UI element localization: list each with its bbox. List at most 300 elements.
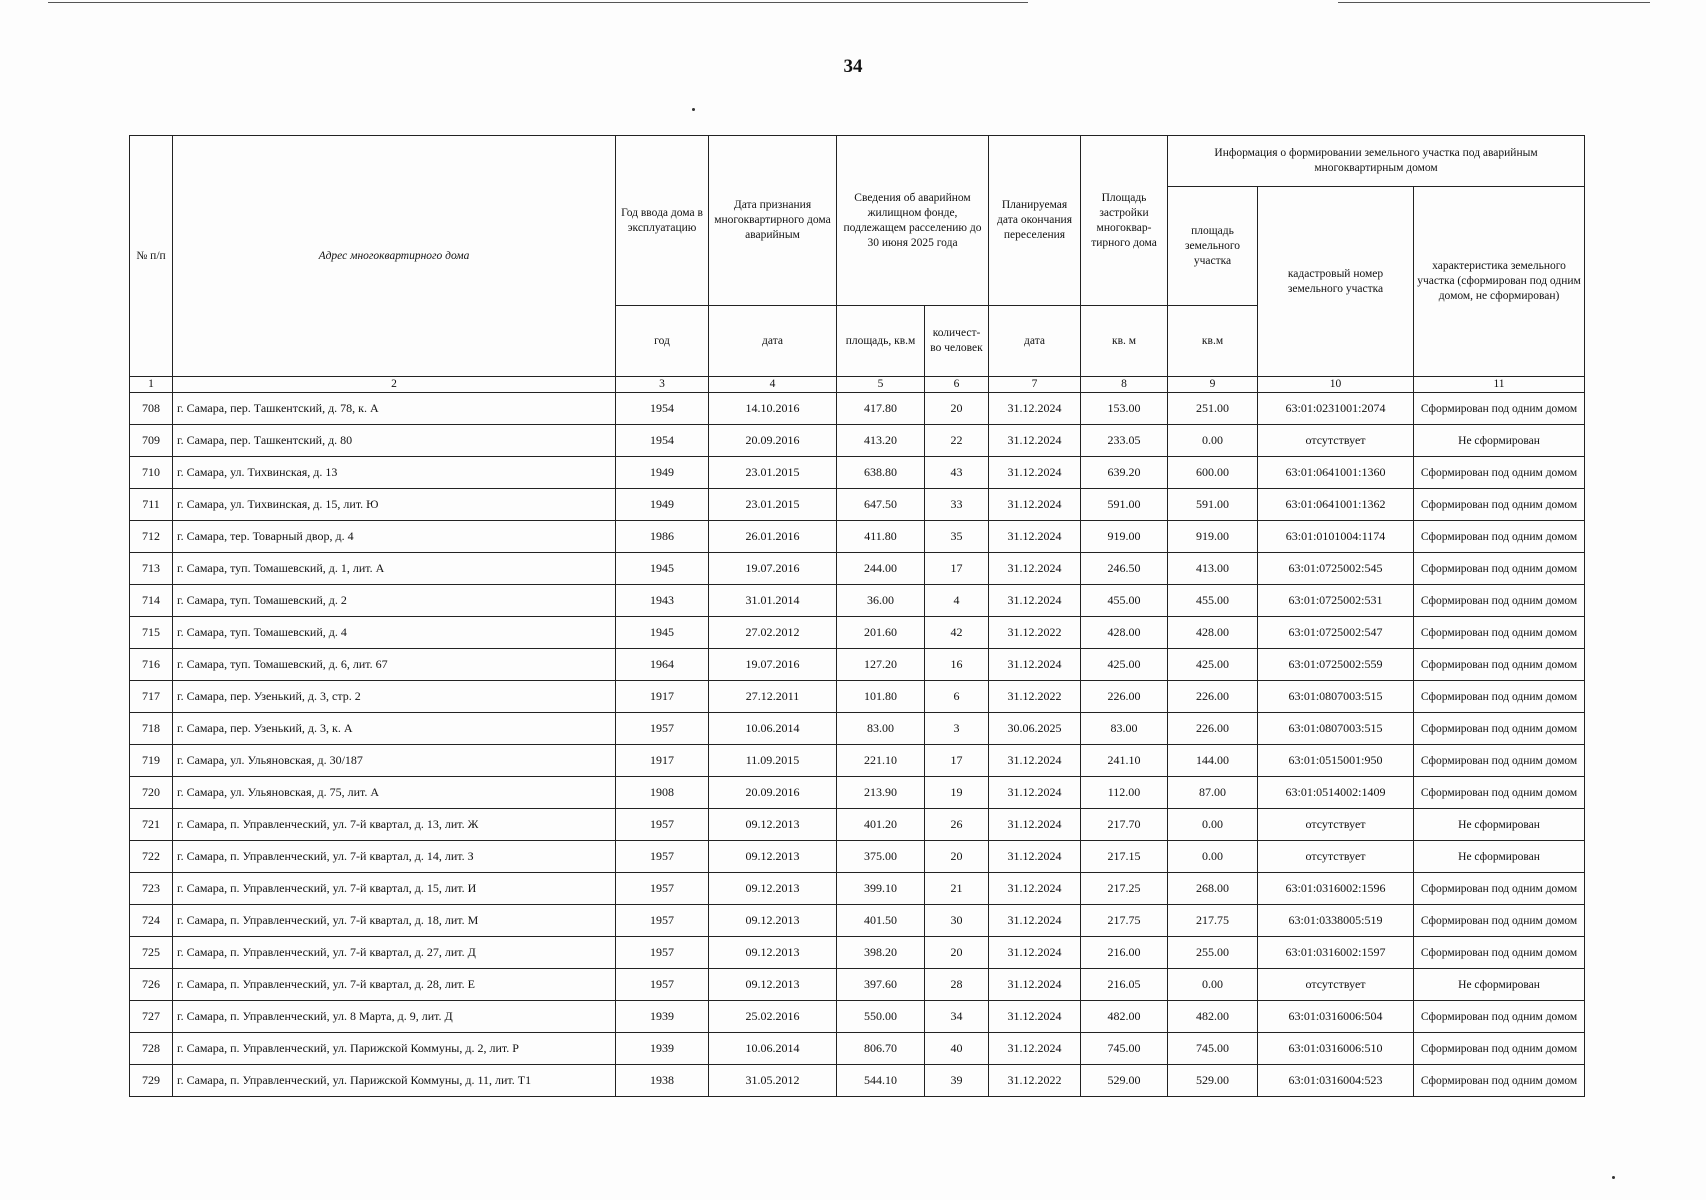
cell-people-count: 42 xyxy=(925,617,989,649)
unit-date: дата xyxy=(709,306,837,377)
table-row xyxy=(130,617,1585,649)
unit-year: год xyxy=(616,306,709,377)
cell-housing-area: 244.00 xyxy=(837,553,925,585)
cell-people-count: 20 xyxy=(925,937,989,969)
cell-recognition-date: 09.12.2013 xyxy=(709,841,837,873)
cell-row-num: 718 xyxy=(130,713,173,745)
cell-planned-date: 31.12.2024 xyxy=(989,489,1081,521)
cell-building-area: 233.05 xyxy=(1081,425,1168,457)
cell-people-count: 35 xyxy=(925,521,989,553)
cell-housing-area: 213.90 xyxy=(837,777,925,809)
emergency-housing-table xyxy=(129,135,1585,1097)
cell-recognition-date: 20.09.2016 xyxy=(709,425,837,457)
cell-housing-area: 399.10 xyxy=(837,873,925,905)
cell-cadastral-number: 63:01:0725002:559 xyxy=(1258,649,1414,681)
column-number: 8 xyxy=(1081,377,1168,393)
cell-year: 1957 xyxy=(616,905,709,937)
cell-planned-date: 31.12.2024 xyxy=(989,905,1081,937)
table-row xyxy=(130,521,1585,553)
cell-planned-date: 31.12.2024 xyxy=(989,393,1081,425)
cell-land-status: Сформирован под одним домом xyxy=(1414,1065,1585,1097)
table-row xyxy=(130,649,1585,681)
cell-cadastral-number: 63:01:0316004:523 xyxy=(1258,1065,1414,1097)
cell-people-count: 19 xyxy=(925,777,989,809)
cell-land-area: 529.00 xyxy=(1168,1065,1258,1097)
cell-building-area: 529.00 xyxy=(1081,1065,1168,1097)
cell-year: 1954 xyxy=(616,393,709,425)
cell-people-count: 6 xyxy=(925,681,989,713)
cell-land-area: 226.00 xyxy=(1168,713,1258,745)
cell-building-area: 217.75 xyxy=(1081,905,1168,937)
cell-year: 1908 xyxy=(616,777,709,809)
cell-land-status: Сформирован под одним домом xyxy=(1414,649,1585,681)
cell-land-area: 0.00 xyxy=(1168,809,1258,841)
cell-row-num: 720 xyxy=(130,777,173,809)
table-row xyxy=(130,873,1585,905)
cell-address: г. Самара, пер. Ташкентский, д. 78, к. А xyxy=(173,393,616,425)
cell-row-num: 717 xyxy=(130,681,173,713)
table-row xyxy=(130,905,1585,937)
header-land-info: Информация о формировании земельного участка под аварийным многоквартирным домом xyxy=(1168,136,1585,187)
cell-row-num: 712 xyxy=(130,521,173,553)
column-number: 7 xyxy=(989,377,1081,393)
column-number: 2 xyxy=(173,377,616,393)
cell-land-status: Сформирован под одним домом xyxy=(1414,777,1585,809)
cell-cadastral-number: 63:01:0807003:515 xyxy=(1258,681,1414,713)
cell-building-area: 455.00 xyxy=(1081,585,1168,617)
cell-land-status: Не сформирован xyxy=(1414,425,1585,457)
cell-recognition-date: 09.12.2013 xyxy=(709,905,837,937)
cell-recognition-date: 31.05.2012 xyxy=(709,1065,837,1097)
cell-building-area: 216.05 xyxy=(1081,969,1168,1001)
cell-land-area: 455.00 xyxy=(1168,585,1258,617)
cell-land-status: Сформирован под одним домом xyxy=(1414,585,1585,617)
table-row xyxy=(130,1001,1585,1033)
cell-land-status: Сформирован под одним домом xyxy=(1414,713,1585,745)
cell-recognition-date: 09.12.2013 xyxy=(709,937,837,969)
cell-land-area: 226.00 xyxy=(1168,681,1258,713)
cell-building-area: 217.25 xyxy=(1081,873,1168,905)
cell-address: г. Самара, пер. Узенький, д. 3, стр. 2 xyxy=(173,681,616,713)
cell-housing-area: 806.70 xyxy=(837,1033,925,1065)
column-number: 10 xyxy=(1258,377,1414,393)
cell-people-count: 3 xyxy=(925,713,989,745)
cell-people-count: 20 xyxy=(925,393,989,425)
cell-row-num: 711 xyxy=(130,489,173,521)
cell-recognition-date: 19.07.2016 xyxy=(709,649,837,681)
unit-planned-date: дата xyxy=(989,306,1081,377)
cell-land-status: Сформирован под одним домом xyxy=(1414,457,1585,489)
table-row xyxy=(130,713,1585,745)
cell-land-status: Сформирован под одним домом xyxy=(1414,521,1585,553)
cell-land-status: Сформирован под одним домом xyxy=(1414,553,1585,585)
cell-year: 1939 xyxy=(616,1001,709,1033)
cell-people-count: 17 xyxy=(925,745,989,777)
cell-year: 1945 xyxy=(616,553,709,585)
table-body xyxy=(130,393,1585,1097)
table-row xyxy=(130,809,1585,841)
cell-planned-date: 31.12.2024 xyxy=(989,841,1081,873)
header-planned-date: Планируемая дата окончания переселения xyxy=(989,136,1081,306)
cell-address: г. Самара, п. Управленческий, ул. 7-й квартал, д. 14, лит. З xyxy=(173,841,616,873)
cell-row-num: 710 xyxy=(130,457,173,489)
column-number: 6 xyxy=(925,377,989,393)
cell-year: 1945 xyxy=(616,617,709,649)
cell-year: 1917 xyxy=(616,681,709,713)
cell-row-num: 724 xyxy=(130,905,173,937)
header-address: Адрес многоквартирного дома xyxy=(173,136,616,377)
table-row xyxy=(130,841,1585,873)
cell-building-area: 226.00 xyxy=(1081,681,1168,713)
cell-people-count: 40 xyxy=(925,1033,989,1065)
cell-address: г. Самара, пер. Ташкентский, д. 80 xyxy=(173,425,616,457)
cell-address: г. Самара, туп. Томашевский, д. 2 xyxy=(173,585,616,617)
cell-year: 1917 xyxy=(616,745,709,777)
cell-row-num: 729 xyxy=(130,1065,173,1097)
cell-land-area: 482.00 xyxy=(1168,1001,1258,1033)
cell-cadastral-number: отсутствует xyxy=(1258,969,1414,1001)
cell-land-status: Сформирован под одним домом xyxy=(1414,1001,1585,1033)
cell-housing-area: 411.80 xyxy=(837,521,925,553)
cell-cadastral-number: отсутствует xyxy=(1258,841,1414,873)
cell-recognition-date: 09.12.2013 xyxy=(709,873,837,905)
cell-land-area: 0.00 xyxy=(1168,969,1258,1001)
cell-row-num: 709 xyxy=(130,425,173,457)
cell-recognition-date: 14.10.2016 xyxy=(709,393,837,425)
cell-address: г. Самара, п. Управленческий, ул. 8 Марта, д. 9, лит. Д xyxy=(173,1001,616,1033)
cell-year: 1954 xyxy=(616,425,709,457)
scan-edge-line xyxy=(48,2,1028,3)
column-number: 1 xyxy=(130,377,173,393)
cell-land-area: 144.00 xyxy=(1168,745,1258,777)
cell-housing-area: 401.50 xyxy=(837,905,925,937)
unit-people: количест-во человек xyxy=(925,306,989,377)
table-row xyxy=(130,937,1585,969)
header-land-characteristic: характеристика земельного участка (сформирован под одним домом, не сформирован) xyxy=(1414,187,1585,377)
cell-housing-area: 638.80 xyxy=(837,457,925,489)
cell-land-area: 87.00 xyxy=(1168,777,1258,809)
cell-address: г. Самара, п. Управленческий, ул. 7-й квартал, д. 28, лит. Е xyxy=(173,969,616,1001)
cell-address: г. Самара, п. Управленческий, ул. 7-й квартал, д. 13, лит. Ж xyxy=(173,809,616,841)
cell-year: 1957 xyxy=(616,937,709,969)
cell-people-count: 22 xyxy=(925,425,989,457)
cell-planned-date: 31.12.2024 xyxy=(989,425,1081,457)
cell-planned-date: 31.12.2024 xyxy=(989,969,1081,1001)
cell-people-count: 39 xyxy=(925,1065,989,1097)
cell-building-area: 217.15 xyxy=(1081,841,1168,873)
table-row xyxy=(130,489,1585,521)
cell-year: 1957 xyxy=(616,873,709,905)
cell-housing-area: 550.00 xyxy=(837,1001,925,1033)
cell-housing-area: 401.20 xyxy=(837,809,925,841)
cell-address: г. Самара, п. Управленческий, ул. 7-й квартал, д. 15, лит. И xyxy=(173,873,616,905)
cell-land-status: Не сформирован xyxy=(1414,841,1585,873)
cell-row-num: 713 xyxy=(130,553,173,585)
table-row xyxy=(130,777,1585,809)
cell-housing-area: 413.20 xyxy=(837,425,925,457)
cell-people-count: 30 xyxy=(925,905,989,937)
cell-building-area: 745.00 xyxy=(1081,1033,1168,1065)
header-year-commission: Год ввода дома в эксплуатацию xyxy=(616,136,709,306)
cell-building-area: 591.00 xyxy=(1081,489,1168,521)
scan-edge-line xyxy=(1338,2,1650,3)
cell-address: г. Самара, ул. Ульяновская, д. 75, лит. А xyxy=(173,777,616,809)
cell-planned-date: 30.06.2025 xyxy=(989,713,1081,745)
column-number: 4 xyxy=(709,377,837,393)
cell-land-status: Сформирован под одним домом xyxy=(1414,393,1585,425)
cell-housing-area: 397.60 xyxy=(837,969,925,1001)
cell-cadastral-number: 63:01:0641001:1360 xyxy=(1258,457,1414,489)
column-number: 9 xyxy=(1168,377,1258,393)
unit-area: площадь, кв.м xyxy=(837,306,925,377)
cell-year: 1949 xyxy=(616,457,709,489)
header-num: № п/п xyxy=(130,136,173,377)
cell-address: г. Самара, пер. Узенький, д. 3, к. А xyxy=(173,713,616,745)
header-cadastral: кадастровый номер земельного участка xyxy=(1258,187,1414,377)
cell-planned-date: 31.12.2024 xyxy=(989,937,1081,969)
unit-land-area: кв.м xyxy=(1168,306,1258,377)
cell-building-area: 216.00 xyxy=(1081,937,1168,969)
cell-address: г. Самара, туп. Томашевский, д. 4 xyxy=(173,617,616,649)
header-housing-info: Сведения об аварийном жилищном фонде, подлежащем расселению до 30 июня 2025 года xyxy=(837,136,989,306)
cell-land-area: 428.00 xyxy=(1168,617,1258,649)
cell-land-status: Не сформирован xyxy=(1414,809,1585,841)
cell-building-area: 217.70 xyxy=(1081,809,1168,841)
cell-planned-date: 31.12.2024 xyxy=(989,809,1081,841)
cell-housing-area: 101.80 xyxy=(837,681,925,713)
cell-address: г. Самара, п. Управленческий, ул. Парижской Коммуны, д. 11, лит. Т1 xyxy=(173,1065,616,1097)
cell-land-status: Сформирован под одним домом xyxy=(1414,489,1585,521)
cell-cadastral-number: 63:01:0515001:950 xyxy=(1258,745,1414,777)
column-number: 5 xyxy=(837,377,925,393)
cell-planned-date: 31.12.2024 xyxy=(989,585,1081,617)
cell-land-area: 251.00 xyxy=(1168,393,1258,425)
cell-land-status: Сформирован под одним домом xyxy=(1414,937,1585,969)
cell-people-count: 4 xyxy=(925,585,989,617)
cell-recognition-date: 31.01.2014 xyxy=(709,585,837,617)
unit-building-area: кв. м xyxy=(1081,306,1168,377)
cell-building-area: 241.10 xyxy=(1081,745,1168,777)
cell-row-num: 715 xyxy=(130,617,173,649)
table-row xyxy=(130,425,1585,457)
cell-row-num: 723 xyxy=(130,873,173,905)
cell-land-area: 919.00 xyxy=(1168,521,1258,553)
cell-row-num: 725 xyxy=(130,937,173,969)
cell-recognition-date: 11.09.2015 xyxy=(709,745,837,777)
cell-building-area: 482.00 xyxy=(1081,1001,1168,1033)
cell-land-area: 255.00 xyxy=(1168,937,1258,969)
cell-land-area: 0.00 xyxy=(1168,841,1258,873)
cell-planned-date: 31.12.2022 xyxy=(989,681,1081,713)
cell-housing-area: 83.00 xyxy=(837,713,925,745)
cell-cadastral-number: 63:01:0641001:1362 xyxy=(1258,489,1414,521)
cell-address: г. Самара, п. Управленческий, ул. 7-й квартал, д. 18, лит. М xyxy=(173,905,616,937)
cell-housing-area: 221.10 xyxy=(837,745,925,777)
cell-address: г. Самара, ул. Тихвинская, д. 13 xyxy=(173,457,616,489)
cell-row-num: 716 xyxy=(130,649,173,681)
cell-recognition-date: 25.02.2016 xyxy=(709,1001,837,1033)
table-row xyxy=(130,1033,1585,1065)
cell-address: г. Самара, ул. Ульяновская, д. 30/187 xyxy=(173,745,616,777)
cell-planned-date: 31.12.2024 xyxy=(989,1033,1081,1065)
cell-cadastral-number: 63:01:0316006:504 xyxy=(1258,1001,1414,1033)
cell-building-area: 153.00 xyxy=(1081,393,1168,425)
cell-planned-date: 31.12.2024 xyxy=(989,521,1081,553)
cell-year: 1957 xyxy=(616,841,709,873)
cell-planned-date: 31.12.2024 xyxy=(989,745,1081,777)
cell-year: 1957 xyxy=(616,809,709,841)
cell-housing-area: 201.60 xyxy=(837,617,925,649)
cell-year: 1964 xyxy=(616,649,709,681)
cell-planned-date: 31.12.2024 xyxy=(989,553,1081,585)
cell-building-area: 83.00 xyxy=(1081,713,1168,745)
scan-speck xyxy=(1612,1176,1615,1179)
cell-land-status: Сформирован под одним домом xyxy=(1414,617,1585,649)
cell-land-area: 745.00 xyxy=(1168,1033,1258,1065)
cell-cadastral-number: 63:01:0101004:1174 xyxy=(1258,521,1414,553)
cell-land-status: Сформирован под одним домом xyxy=(1414,745,1585,777)
table-row xyxy=(130,457,1585,489)
cell-planned-date: 31.12.2022 xyxy=(989,617,1081,649)
header-land-area: площадь земельного участка xyxy=(1168,187,1258,306)
cell-cadastral-number: 63:01:0514002:1409 xyxy=(1258,777,1414,809)
cell-people-count: 20 xyxy=(925,841,989,873)
cell-row-num: 727 xyxy=(130,1001,173,1033)
cell-recognition-date: 09.12.2013 xyxy=(709,809,837,841)
cell-land-area: 600.00 xyxy=(1168,457,1258,489)
cell-planned-date: 31.12.2022 xyxy=(989,1065,1081,1097)
cell-cadastral-number: 63:01:0231001:2074 xyxy=(1258,393,1414,425)
cell-recognition-date: 10.06.2014 xyxy=(709,713,837,745)
header-date-recognition: Дата признания многоквартирного дома аварийным xyxy=(709,136,837,306)
cell-year: 1949 xyxy=(616,489,709,521)
cell-people-count: 34 xyxy=(925,1001,989,1033)
cell-cadastral-number: 63:01:0316002:1596 xyxy=(1258,873,1414,905)
table-row xyxy=(130,745,1585,777)
table-row xyxy=(130,681,1585,713)
cell-cadastral-number: 63:01:0807003:515 xyxy=(1258,713,1414,745)
cell-people-count: 17 xyxy=(925,553,989,585)
cell-building-area: 246.50 xyxy=(1081,553,1168,585)
cell-land-area: 425.00 xyxy=(1168,649,1258,681)
cell-planned-date: 31.12.2024 xyxy=(989,649,1081,681)
page-number: 34 xyxy=(843,56,863,77)
cell-housing-area: 417.80 xyxy=(837,393,925,425)
cell-address: г. Самара, ул. Тихвинская, д. 15, лит. Ю xyxy=(173,489,616,521)
column-number: 11 xyxy=(1414,377,1585,393)
cell-people-count: 26 xyxy=(925,809,989,841)
cell-recognition-date: 27.02.2012 xyxy=(709,617,837,649)
cell-year: 1938 xyxy=(616,1065,709,1097)
cell-land-status: Сформирован под одним домом xyxy=(1414,1033,1585,1065)
table-row xyxy=(130,585,1585,617)
cell-recognition-date: 10.06.2014 xyxy=(709,1033,837,1065)
cell-address: г. Самара, п. Управленческий, ул. Парижской Коммуны, д. 2, лит. Р xyxy=(173,1033,616,1065)
cell-row-num: 722 xyxy=(130,841,173,873)
cell-recognition-date: 20.09.2016 xyxy=(709,777,837,809)
cell-cadastral-number: отсутствует xyxy=(1258,809,1414,841)
cell-cadastral-number: 63:01:0316002:1597 xyxy=(1258,937,1414,969)
cell-land-area: 591.00 xyxy=(1168,489,1258,521)
cell-people-count: 28 xyxy=(925,969,989,1001)
cell-year: 1939 xyxy=(616,1033,709,1065)
cell-cadastral-number: 63:01:0725002:547 xyxy=(1258,617,1414,649)
column-number-row xyxy=(130,377,1585,393)
cell-building-area: 428.00 xyxy=(1081,617,1168,649)
cell-cadastral-number: отсутствует xyxy=(1258,425,1414,457)
cell-people-count: 43 xyxy=(925,457,989,489)
cell-land-area: 268.00 xyxy=(1168,873,1258,905)
cell-planned-date: 31.12.2024 xyxy=(989,873,1081,905)
cell-land-status: Сформирован под одним домом xyxy=(1414,873,1585,905)
header-building-area: Площадь застройки многоквар-тирного дома xyxy=(1081,136,1168,306)
cell-recognition-date: 19.07.2016 xyxy=(709,553,837,585)
cell-planned-date: 31.12.2024 xyxy=(989,777,1081,809)
cell-building-area: 919.00 xyxy=(1081,521,1168,553)
table-row xyxy=(130,393,1585,425)
cell-building-area: 639.20 xyxy=(1081,457,1168,489)
column-number: 3 xyxy=(616,377,709,393)
cell-housing-area: 375.00 xyxy=(837,841,925,873)
scan-speck xyxy=(692,108,695,111)
cell-year: 1957 xyxy=(616,969,709,1001)
cell-row-num: 721 xyxy=(130,809,173,841)
cell-address: г. Самара, туп. Томашевский, д. 6, лит. 67 xyxy=(173,649,616,681)
cell-recognition-date: 27.12.2011 xyxy=(709,681,837,713)
cell-row-num: 726 xyxy=(130,969,173,1001)
cell-housing-area: 544.10 xyxy=(837,1065,925,1097)
cell-land-status: Не сформирован xyxy=(1414,969,1585,1001)
cell-row-num: 728 xyxy=(130,1033,173,1065)
cell-housing-area: 647.50 xyxy=(837,489,925,521)
cell-cadastral-number: 63:01:0316006:510 xyxy=(1258,1033,1414,1065)
cell-recognition-date: 23.01.2015 xyxy=(709,489,837,521)
table-row xyxy=(130,1065,1585,1097)
cell-housing-area: 36.00 xyxy=(837,585,925,617)
table-row xyxy=(130,553,1585,585)
table-row xyxy=(130,969,1585,1001)
cell-land-area: 0.00 xyxy=(1168,425,1258,457)
cell-land-area: 217.75 xyxy=(1168,905,1258,937)
cell-row-num: 714 xyxy=(130,585,173,617)
cell-year: 1943 xyxy=(616,585,709,617)
cell-building-area: 112.00 xyxy=(1081,777,1168,809)
table-header xyxy=(130,136,1585,393)
cell-planned-date: 31.12.2024 xyxy=(989,1001,1081,1033)
cell-address: г. Самара, тер. Товарный двор, д. 4 xyxy=(173,521,616,553)
cell-year: 1957 xyxy=(616,713,709,745)
cell-people-count: 33 xyxy=(925,489,989,521)
cell-cadastral-number: 63:01:0338005:519 xyxy=(1258,905,1414,937)
cell-year: 1986 xyxy=(616,521,709,553)
cell-cadastral-number: 63:01:0725002:545 xyxy=(1258,553,1414,585)
cell-people-count: 16 xyxy=(925,649,989,681)
cell-land-status: Сформирован под одним домом xyxy=(1414,681,1585,713)
cell-people-count: 21 xyxy=(925,873,989,905)
cell-recognition-date: 23.01.2015 xyxy=(709,457,837,489)
cell-recognition-date: 09.12.2013 xyxy=(709,969,837,1001)
cell-building-area: 425.00 xyxy=(1081,649,1168,681)
cell-row-num: 708 xyxy=(130,393,173,425)
cell-cadastral-number: 63:01:0725002:531 xyxy=(1258,585,1414,617)
cell-address: г. Самара, туп. Томашевский, д. 1, лит. А xyxy=(173,553,616,585)
cell-housing-area: 127.20 xyxy=(837,649,925,681)
cell-address: г. Самара, п. Управленческий, ул. 7-й квартал, д. 27, лит. Д xyxy=(173,937,616,969)
cell-row-num: 719 xyxy=(130,745,173,777)
cell-land-area: 413.00 xyxy=(1168,553,1258,585)
cell-land-status: Сформирован под одним домом xyxy=(1414,905,1585,937)
cell-recognition-date: 26.01.2016 xyxy=(709,521,837,553)
